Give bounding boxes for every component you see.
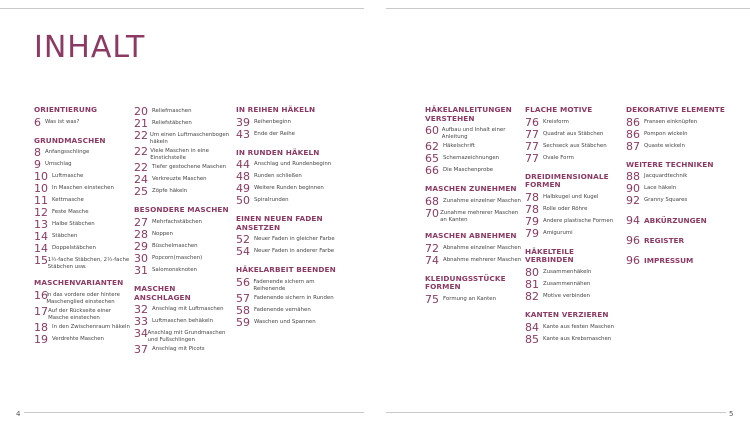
toc-entry[interactable] (134, 328, 234, 343)
entry-title: Zusammenhäkeln (543, 268, 592, 275)
toc-entry[interactable] (236, 293, 344, 304)
page-ref-number: 85 (525, 332, 539, 346)
section-heading: EINEN NEUEN FADEN ANSETZEN (236, 214, 323, 232)
page-ref-number: 86 (626, 127, 640, 141)
toc-entry[interactable] (525, 141, 625, 152)
toc-entry[interactable] (425, 141, 525, 152)
toc-entry[interactable] (236, 129, 344, 140)
page-ref-number: 68 (425, 194, 439, 208)
page-ref-number: 48 (236, 170, 250, 184)
entry-title: Doppelstäbchen (52, 245, 96, 252)
toc-section (134, 285, 234, 355)
entry-title: Abnahme einzelner Maschen (443, 244, 521, 251)
toc-entry[interactable] (626, 235, 726, 246)
toc-section (626, 235, 726, 246)
toc-section (525, 173, 625, 239)
toc-section (236, 215, 344, 257)
toc-entry[interactable] (134, 162, 234, 173)
entry-title: Umschlag (45, 161, 72, 168)
toc-entry[interactable] (425, 125, 525, 140)
toc-section (626, 255, 726, 266)
toc-entry[interactable] (134, 253, 234, 264)
section-heading: MASCHEN ANSCHLAGEN (134, 283, 191, 302)
page-ref-number: 17 (34, 305, 48, 319)
toc-entry[interactable] (236, 246, 344, 257)
page-ref-number: 14 (34, 230, 48, 244)
toc-entry[interactable] (134, 217, 234, 228)
toc-entry[interactable] (134, 174, 234, 185)
page-ref-number: 12 (34, 206, 48, 220)
entry-title: Reliefmaschen (152, 108, 192, 114)
toc-section (34, 137, 132, 271)
page-ref-number: 22 (134, 129, 148, 142)
toc-entry[interactable] (626, 255, 726, 266)
toc-entry[interactable] (236, 171, 344, 182)
toc-entry[interactable] (236, 317, 344, 328)
toc-entry[interactable] (134, 146, 234, 161)
page-ref-number: 30 (134, 251, 148, 265)
toc-entry[interactable] (34, 195, 132, 206)
toc-entry[interactable] (626, 183, 726, 194)
entry-title: Abnahme mehrerer Maschen (443, 256, 522, 263)
page-ref-number: 56 (236, 275, 250, 289)
entry-title: Halbe Stäbchen (52, 221, 95, 228)
toc-entry[interactable] (626, 215, 726, 226)
toc-column-2 (134, 106, 234, 364)
page-ref-number: 28 (134, 227, 148, 241)
page-ref-number: 86 (626, 115, 640, 129)
entry-title: Popcorn(maschen) (152, 254, 203, 261)
toc-section (425, 106, 525, 176)
page-ref-number: 14 (34, 242, 48, 256)
entry-title: 1½-fache Stäbchen, 2½-fache Stäbchen usw. (47, 257, 130, 270)
section-heading: HÄKELTEILE VERBINDEN (525, 246, 575, 265)
page-ref-number: 32 (134, 303, 148, 317)
page-ref-number: 59 (236, 316, 250, 330)
entry-title: Auf der Rückseite einer Masche einstechen (48, 308, 112, 321)
entry-title: Schemazeichnungen (443, 155, 500, 162)
page-ref-number: 77 (525, 151, 539, 165)
toc-section (236, 149, 344, 207)
entry-title: Fadenende sichern am Reihenende (253, 278, 315, 292)
top-rule (0, 8, 364, 9)
toc-entry[interactable] (425, 243, 525, 254)
toc-entry[interactable] (236, 305, 344, 316)
entry-title: Zunahme einzelner Maschen (443, 197, 521, 204)
toc-entry[interactable] (236, 183, 344, 194)
section-heading: MASCHENVARIANTEN (34, 278, 124, 288)
toc-entry[interactable] (525, 228, 625, 239)
toc-section (236, 266, 344, 328)
entry-title: Häkelschrift (443, 143, 475, 150)
toc-entry[interactable] (34, 243, 132, 254)
toc-entry[interactable] (134, 241, 234, 252)
toc-section (34, 279, 132, 345)
entry-title: Anschlag mit Grundmaschen und Fußschlingen (147, 330, 226, 343)
page-ref-number: 20 (134, 105, 148, 118)
toc-entry[interactable] (525, 153, 625, 164)
page-ref-number: 66 (425, 164, 439, 178)
page-ref-number: 10 (34, 182, 48, 196)
page-ref-number: 65 (425, 152, 439, 166)
entry-title: Viele Maschen in eine Einstichstelle (150, 148, 209, 161)
toc-entry[interactable] (525, 192, 625, 203)
toc-entry[interactable] (425, 255, 525, 266)
toc-section (425, 275, 525, 305)
page-number-right: 5 (729, 410, 734, 418)
toc-entry[interactable] (134, 106, 234, 117)
entry-title: Pompon wickeln (644, 130, 688, 137)
toc-column-3 (236, 106, 344, 337)
entry-title: Büschelmaschen (152, 242, 198, 249)
entry-title: Luftmasche (52, 173, 84, 180)
toc-entry[interactable] (134, 229, 234, 240)
page-ref-number: 15 (34, 254, 48, 268)
entry-title: Amigurumi (543, 229, 573, 236)
section-heading: IN REIHEN HÄKELN (236, 105, 316, 114)
section-heading: WEITERE TECHNIKEN (626, 159, 714, 169)
entry-title: Noppen (152, 230, 173, 237)
entry-title: Reliefstäbchen (152, 120, 192, 126)
toc-entry[interactable] (34, 290, 132, 305)
toc-entry[interactable] (425, 153, 525, 164)
page-ref-number: 11 (34, 194, 48, 208)
page-ref-number: 43 (236, 127, 250, 141)
entry-title: Um einen Luftmaschenbogen häkeln (149, 132, 230, 145)
toc-entry[interactable] (34, 117, 132, 128)
entry-title: Weitere Runden beginnen (254, 185, 324, 192)
toc-entry[interactable] (34, 322, 132, 333)
entry-title: Fadenende sichern in Runden (254, 295, 334, 302)
toc-entry[interactable] (425, 165, 525, 176)
page-ref-number: 70 (425, 206, 439, 220)
section-heading: MASCHEN ABNEHMEN (425, 231, 517, 241)
toc-column-5 (525, 106, 625, 354)
toc-entry[interactable] (525, 216, 625, 227)
entry-title: Anschlag mit Luftmaschen (152, 306, 224, 313)
section-heading: DREIDIMENSIONALE FORMEN (525, 171, 609, 190)
toc-column-6 (626, 106, 726, 275)
page-ref-number: 84 (525, 320, 539, 334)
entry-title: Andere plastische Formen (543, 217, 614, 224)
page-ref-number: 50 (236, 194, 250, 208)
right-page (375, 0, 750, 424)
page-ref-number: 88 (626, 170, 640, 184)
entry-title: Stäbchen (52, 233, 78, 240)
toc-entry[interactable] (525, 334, 625, 345)
toc-entry[interactable] (425, 294, 525, 305)
toc-entry[interactable] (134, 304, 234, 315)
section-heading: MASCHEN ZUNEHMEN (425, 184, 517, 194)
page-ref-number: 34 (134, 327, 148, 341)
page-ref-number: 57 (236, 292, 250, 306)
toc-entry[interactable] (134, 265, 234, 276)
entry-title: ABKÜRZUNGEN (644, 215, 707, 225)
page-ref-number: 79 (525, 214, 539, 228)
page-ref-number: 22 (134, 161, 148, 175)
entry-title: Tiefer gestochene Maschen (152, 164, 227, 171)
page-ref-number: 87 (626, 139, 640, 153)
entry-title: Zunahme mehrerer Maschen an Kanten (440, 209, 519, 223)
toc-entry[interactable] (626, 141, 726, 152)
page-ref-number: 72 (425, 241, 439, 255)
bottom-rule (24, 412, 364, 413)
section-heading: DEKORATIVE ELEMENTE (626, 105, 725, 114)
toc-entry[interactable] (425, 208, 525, 223)
page-ref-number: 81 (525, 277, 539, 291)
entry-title: Zöpfe häkeln (152, 188, 188, 195)
entry-title: Feste Masche (52, 209, 89, 216)
page-ref-number: 96 (626, 234, 640, 248)
toc-entry[interactable] (34, 207, 132, 218)
toc-entry[interactable] (34, 306, 132, 321)
entry-title: Zusammennähen (543, 280, 591, 287)
entry-title: Kettmasche (52, 197, 84, 204)
toc-column-4 (425, 106, 525, 314)
page-ref-number: 62 (425, 140, 439, 154)
entry-title: Runden schließen (254, 173, 302, 180)
entry-title: In Maschen einstechen (52, 185, 114, 192)
entry-title: Reihenbeginn (254, 118, 291, 125)
entry-title: Salomonsknoten (152, 266, 197, 273)
toc-entry[interactable] (626, 129, 726, 140)
entry-title: Anfangsschlinge (45, 149, 90, 156)
entry-title: Neuer Faden in gleicher Farbe (254, 236, 335, 243)
page-ref-number: 44 (236, 158, 250, 172)
toc-entry[interactable] (236, 159, 344, 170)
toc-entry[interactable] (236, 277, 344, 292)
entry-title: Mehrfachstäbchen (152, 218, 202, 225)
section-heading: BESONDERE MASCHEN (134, 205, 229, 215)
page-ref-number: 94 (626, 214, 640, 228)
entry-title: Spiralrunden (254, 197, 289, 204)
page-ref-number: 82 (525, 289, 539, 303)
toc-section (525, 311, 625, 345)
page-ref-number: 22 (134, 145, 148, 159)
entry-title: Sechseck aus Stäbchen (543, 142, 607, 149)
entry-title: Lace häkeln (644, 185, 677, 192)
toc-entry[interactable] (525, 129, 625, 140)
toc-entry[interactable] (34, 147, 132, 158)
entry-title: Aufbau und Inhalt einer Anleitung (441, 127, 506, 140)
entry-title: Rolle oder Röhre (543, 205, 588, 212)
page-number-left: 4 (16, 410, 21, 418)
entry-title: Granny Squares (644, 197, 688, 204)
page-ref-number: 24 (134, 173, 148, 187)
entry-title: Ende der Reihe (254, 130, 295, 137)
entry-title: Anschlag mit Picots (152, 346, 205, 353)
toc-entry[interactable] (34, 183, 132, 194)
toc-entry[interactable] (525, 117, 625, 128)
page-ref-number: 79 (525, 226, 539, 240)
toc-entry[interactable] (134, 344, 234, 355)
page-ref-number: 21 (134, 117, 148, 130)
entry-title: Kante aus festen Maschen (543, 323, 615, 330)
page-ref-number: 60 (425, 124, 439, 138)
section-heading: GRUNDMASCHEN (34, 135, 106, 145)
page-ref-number: 19 (34, 333, 48, 347)
entry-title: In das vordere oder hintere Maschenglied einstechen (46, 291, 120, 305)
toc-section (626, 161, 726, 207)
entry-title: Verdrehte Maschen (52, 336, 104, 343)
entry-title: Anschlag und Rundenbeginn (254, 161, 332, 168)
page-ref-number: 74 (425, 253, 439, 267)
toc-entry[interactable] (34, 219, 132, 230)
page-ref-number: 92 (626, 194, 640, 208)
entry-title: Fransen einknüpfen (644, 118, 698, 125)
entry-title: Halbkugel und Kugel (543, 193, 599, 200)
toc-entry[interactable] (34, 159, 132, 170)
entry-title: Jacquardtechnik (644, 173, 688, 180)
page-ref-number: 49 (236, 182, 250, 196)
entry-title: Kante aus Krebsmaschen (543, 335, 612, 342)
page-ref-number: 10 (34, 170, 48, 184)
page-ref-number: 37 (134, 343, 148, 357)
toc-entry[interactable] (626, 171, 726, 182)
entry-title: Die Maschenprobe (443, 167, 494, 174)
toc-entry[interactable] (134, 118, 234, 129)
page-ref-number: 77 (525, 139, 539, 153)
toc-section (134, 106, 234, 197)
section-heading: ORIENTIERUNG (34, 105, 98, 114)
page-ref-number: 54 (236, 245, 250, 259)
toc-section (626, 106, 726, 152)
page-ref-number: 16 (34, 288, 48, 302)
entry-title: Verkreuzte Maschen (152, 176, 207, 183)
entry-title: Waschen und Spannen (254, 319, 316, 326)
toc-entry[interactable] (34, 171, 132, 182)
page-ref-number: 76 (525, 115, 539, 129)
top-rule (386, 8, 750, 9)
page-ref-number: 8 (34, 146, 41, 160)
page-ref-number: 90 (626, 182, 640, 196)
toc-entry[interactable] (425, 196, 525, 207)
toc-entry[interactable] (134, 130, 234, 145)
section-heading: FLACHE MOTIVE (525, 105, 593, 114)
page-ref-number: 75 (425, 292, 439, 306)
entry-title: Motive verbinden (543, 292, 590, 299)
toc-entry[interactable] (525, 322, 625, 333)
toc-entry[interactable] (525, 279, 625, 290)
entry-title: Was ist was? (45, 118, 80, 125)
entry-title: In den Zwischenraum häkeln (52, 324, 130, 331)
toc-section (425, 232, 525, 266)
page-ref-number: 58 (236, 304, 250, 318)
section-heading: HÄKELANLEITUNGEN VERSTEHEN (425, 105, 512, 123)
toc-column-1 (34, 106, 132, 354)
toc-entry[interactable] (34, 231, 132, 242)
section-heading: KLEIDUNGSSTÜCKE FORMEN (425, 273, 506, 292)
entry-title: IMPRESSUM (644, 255, 694, 265)
toc-entry[interactable] (525, 204, 625, 215)
page-ref-number: 77 (525, 127, 539, 141)
entry-title: Kreisform (543, 118, 569, 125)
entry-title: Ovale Form (543, 154, 574, 161)
page-ref-number: 6 (34, 115, 41, 129)
section-heading: KANTEN VERZIEREN (525, 309, 609, 319)
entry-title: Quaste wickeln (644, 142, 685, 149)
toc-section (236, 106, 344, 140)
toc-entry[interactable] (236, 117, 344, 128)
section-heading: HÄKELARBEIT BEENDEN (236, 265, 336, 275)
page-ref-number: 13 (34, 218, 48, 232)
entry-title: Luftmaschen behäkeln (152, 318, 214, 325)
toc-entry[interactable] (626, 195, 726, 206)
toc-entry[interactable] (525, 291, 625, 302)
toc-section (134, 206, 234, 276)
toc-section (525, 248, 625, 302)
page-ref-number: 31 (134, 263, 148, 277)
toc-entry[interactable] (525, 267, 625, 278)
page-ref-number: 52 (236, 233, 250, 247)
entry-title: Fadenende vernähen (254, 307, 311, 314)
toc-entry[interactable] (34, 334, 132, 345)
page-ref-number: 25 (134, 185, 148, 199)
toc-entry[interactable] (134, 316, 234, 327)
page-ref-number: 9 (34, 158, 41, 172)
toc-entry[interactable] (236, 195, 344, 206)
page-ref-number: 29 (134, 239, 148, 253)
section-heading: IN RUNDEN HÄKELN (236, 147, 320, 157)
entry-title: Neuer Faden in anderer Farbe (254, 248, 335, 255)
page-ref-number: 27 (134, 215, 148, 229)
page-ref-number: 18 (34, 321, 48, 335)
toc-entry[interactable] (34, 255, 132, 270)
toc-section (34, 106, 132, 128)
page-ref-number: 80 (525, 265, 539, 279)
page-ref-number: 39 (236, 115, 250, 129)
toc-section (425, 185, 525, 223)
toc-entry[interactable] (134, 186, 234, 197)
page-ref-number: 33 (134, 315, 148, 329)
page-title: INHALT (34, 30, 146, 65)
toc-section (626, 215, 726, 226)
toc-section (525, 106, 625, 164)
toc-entry[interactable] (626, 117, 726, 128)
bottom-rule (386, 412, 726, 413)
page-ref-number: 78 (525, 190, 539, 204)
entry-title: Quadrat aus Stäbchen (543, 130, 604, 137)
entry-title: REGISTER (644, 235, 685, 245)
toc-entry[interactable] (236, 234, 344, 245)
page-ref-number: 96 (626, 254, 640, 268)
page-ref-number: 78 (525, 202, 539, 216)
entry-title: Formung an Kanten (443, 295, 496, 302)
